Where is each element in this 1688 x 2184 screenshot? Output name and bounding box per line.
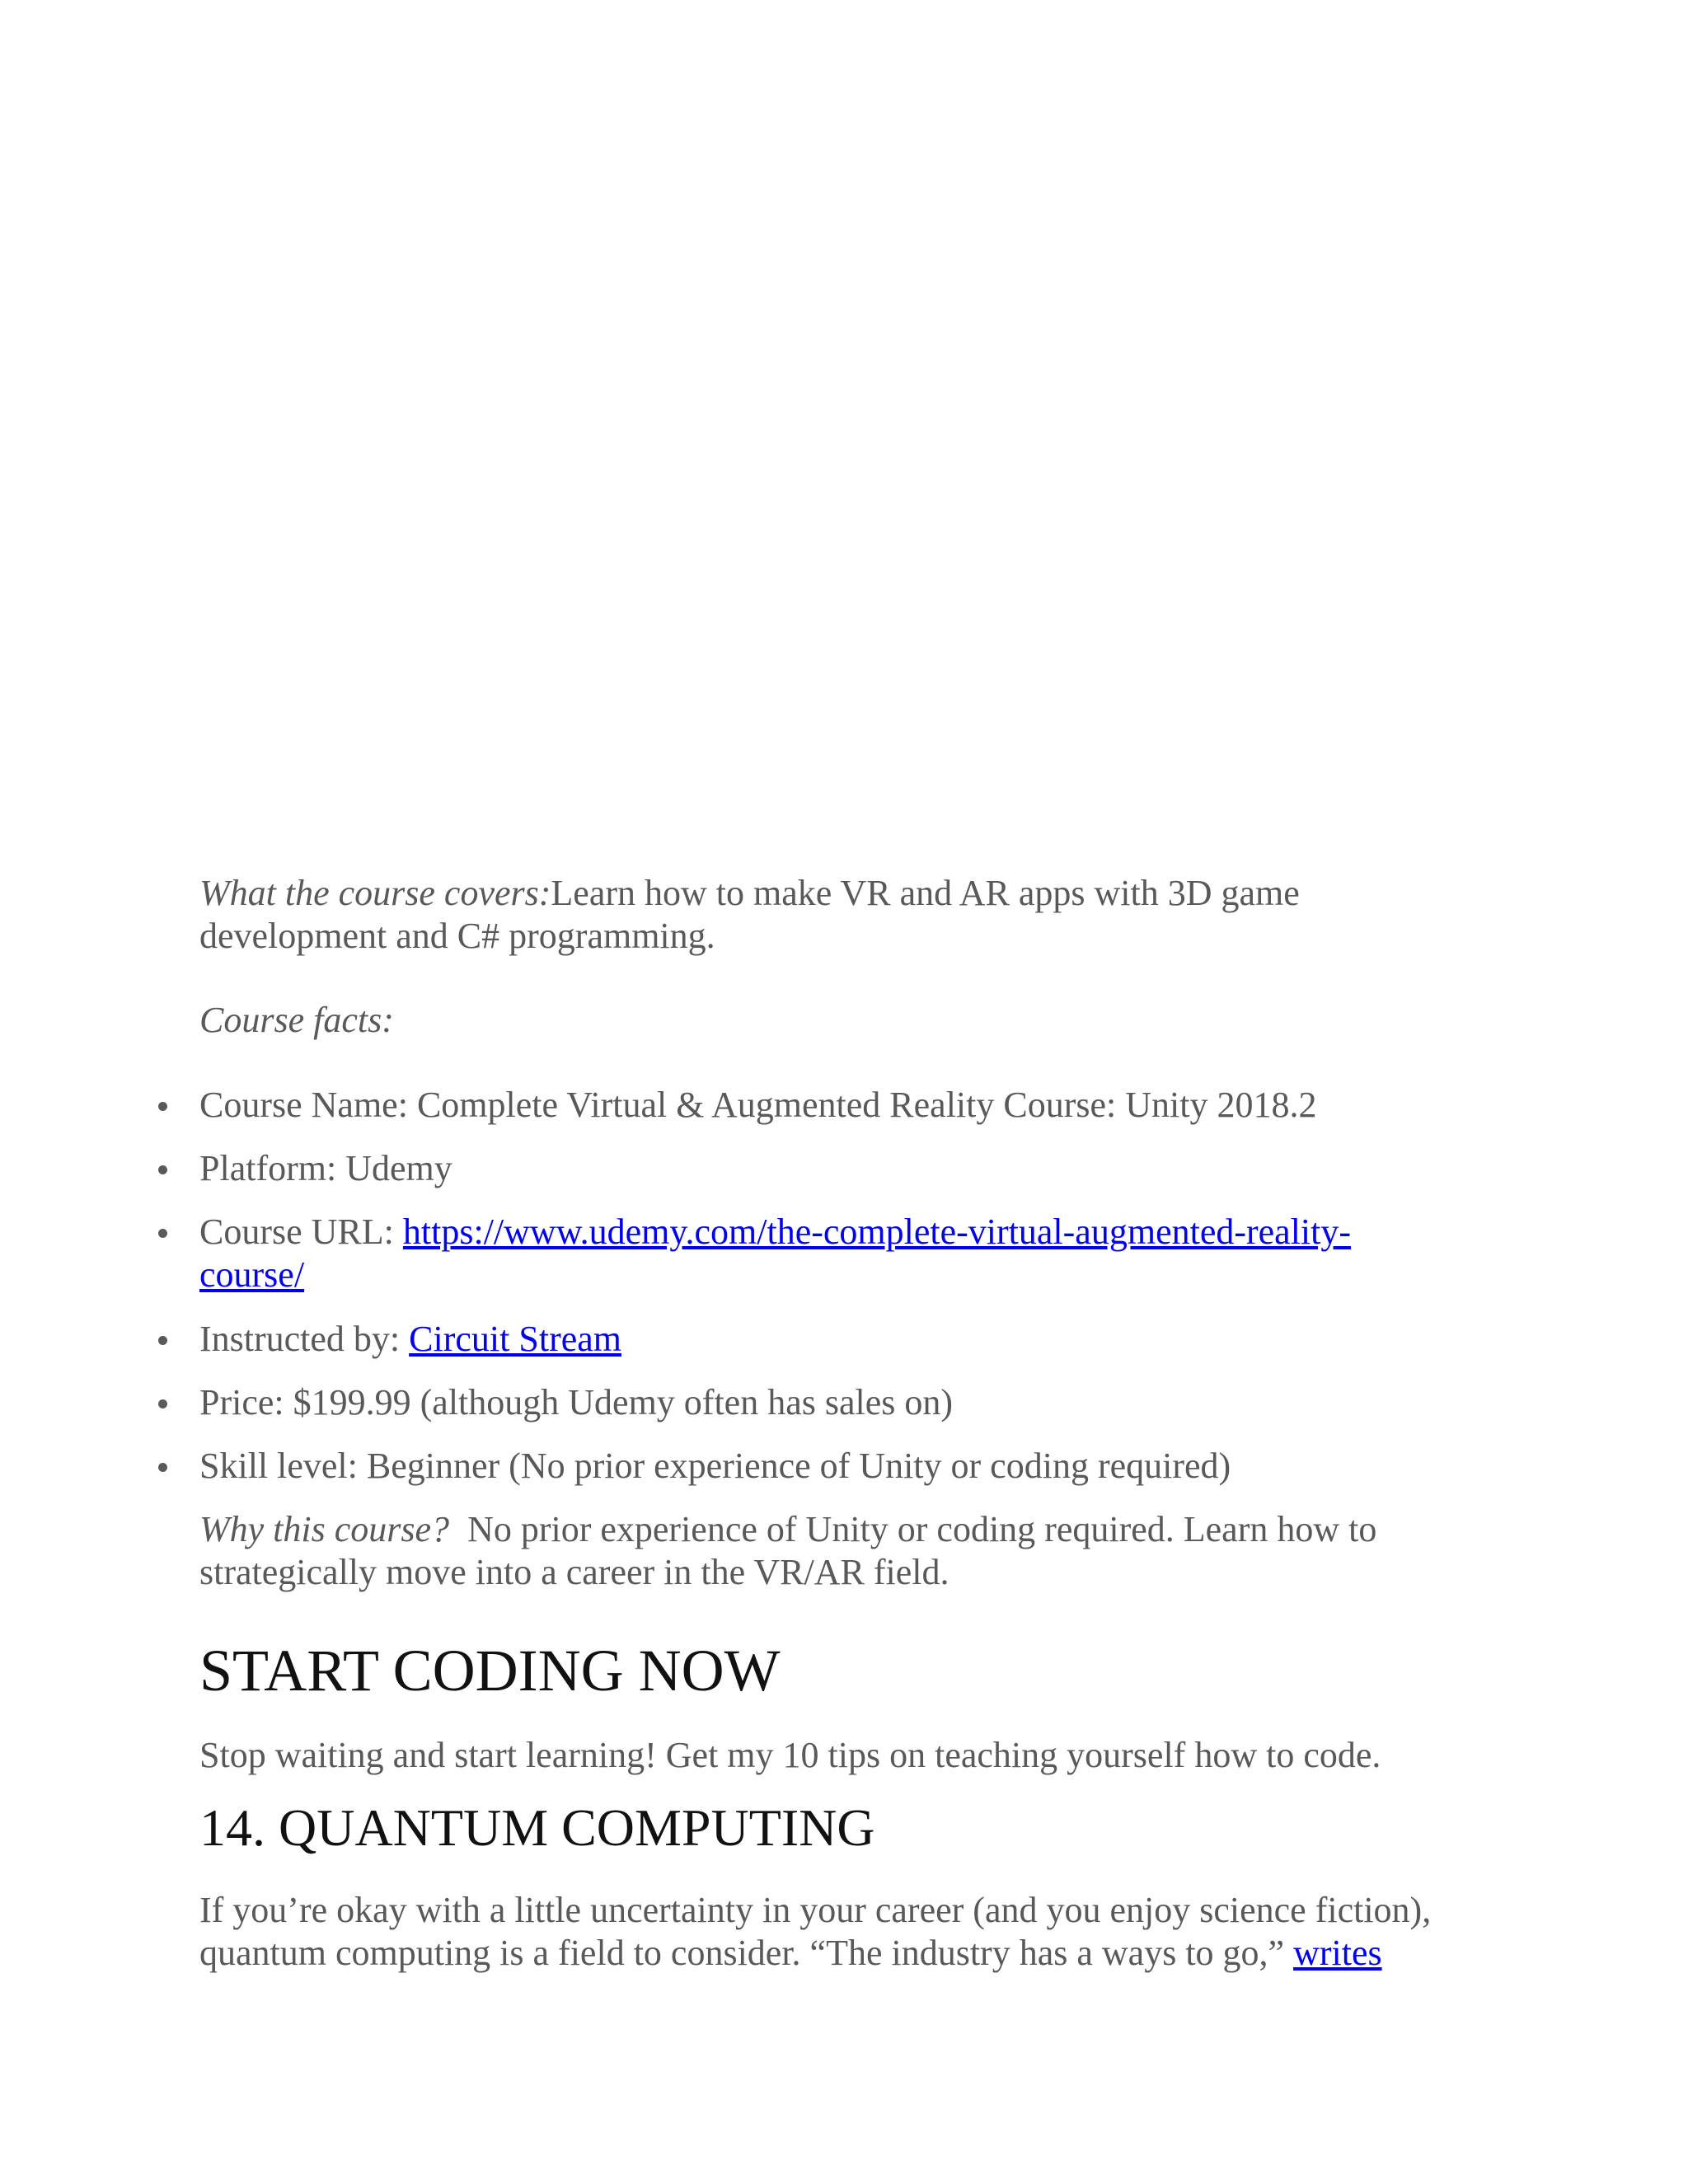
list-item-platform [199, 1147, 1485, 1190]
course-name-value: Complete Virtual & Augmented Reality Course: Unity 2018.2 [416, 1085, 1317, 1125]
instructor-label: Instructed by: [199, 1319, 410, 1359]
skill-level-label: Skill level: [199, 1446, 367, 1486]
course-url-link-line2[interactable]: course/ [199, 1254, 305, 1295]
course-url-label: Course URL: [199, 1212, 403, 1252]
list-item-course-url [199, 1211, 1485, 1296]
why-course-text: No prior experience of Unity or coding required. Learn how to strategically move into a career in the VR/AR field. [199, 1509, 1377, 1592]
price-label: Price: [199, 1382, 293, 1422]
bullet-icon [158, 1229, 167, 1238]
platform-label: Platform: [199, 1148, 346, 1188]
course-covers-paragraph [199, 872, 1485, 958]
section-14-paragraph [199, 1889, 1485, 1975]
course-url-link-line1[interactable]: https://www.udemy.com/the-complete-virtual-augmented-reality- [402, 1212, 1352, 1252]
why-course-paragraph [199, 1508, 1485, 1594]
cta-heading: START CODING NOW [199, 1638, 781, 1704]
why-course-label: Why this course? [199, 1509, 450, 1549]
list-item-price [199, 1381, 1485, 1424]
section-14-heading: 14. QUANTUM COMPUTING [199, 1798, 875, 1857]
course-facts-label: Course facts: [199, 1000, 394, 1040]
list-item-instructor [199, 1318, 1485, 1361]
course-covers-label: What the course covers: [199, 873, 551, 913]
bullet-icon [158, 1102, 167, 1111]
skill-level-value: Beginner (No prior experience of Unity or coding required) [366, 1446, 1231, 1486]
bullet-icon [158, 1165, 167, 1174]
section-14-text: If you’re okay with a little uncertainty in your career (and you enjoy science fiction), quantum computing is a field to consider. “The industry has a ways to go,” [199, 1890, 1432, 1973]
writes-link[interactable]: writes [1293, 1933, 1382, 1973]
bullet-icon [158, 1336, 167, 1345]
platform-value: Udemy [345, 1148, 452, 1188]
bullet-icon [158, 1399, 167, 1408]
instructor-link[interactable]: Circuit Stream [409, 1319, 622, 1359]
course-name-label: Course Name: [199, 1085, 417, 1125]
list-item-course-name [199, 1084, 1485, 1127]
price-value: $199.99 (although Udemy often has sales on) [293, 1382, 954, 1422]
cta-paragraph: Stop waiting and start learning! Get my 10 tips on teaching yourself how to code. [199, 1735, 1381, 1775]
bullet-icon [158, 1463, 167, 1472]
course-covers-text: Learn how to make VR and AR apps with 3D game development and C# programming. [199, 873, 1300, 956]
list-item-skill-level [199, 1445, 1485, 1488]
